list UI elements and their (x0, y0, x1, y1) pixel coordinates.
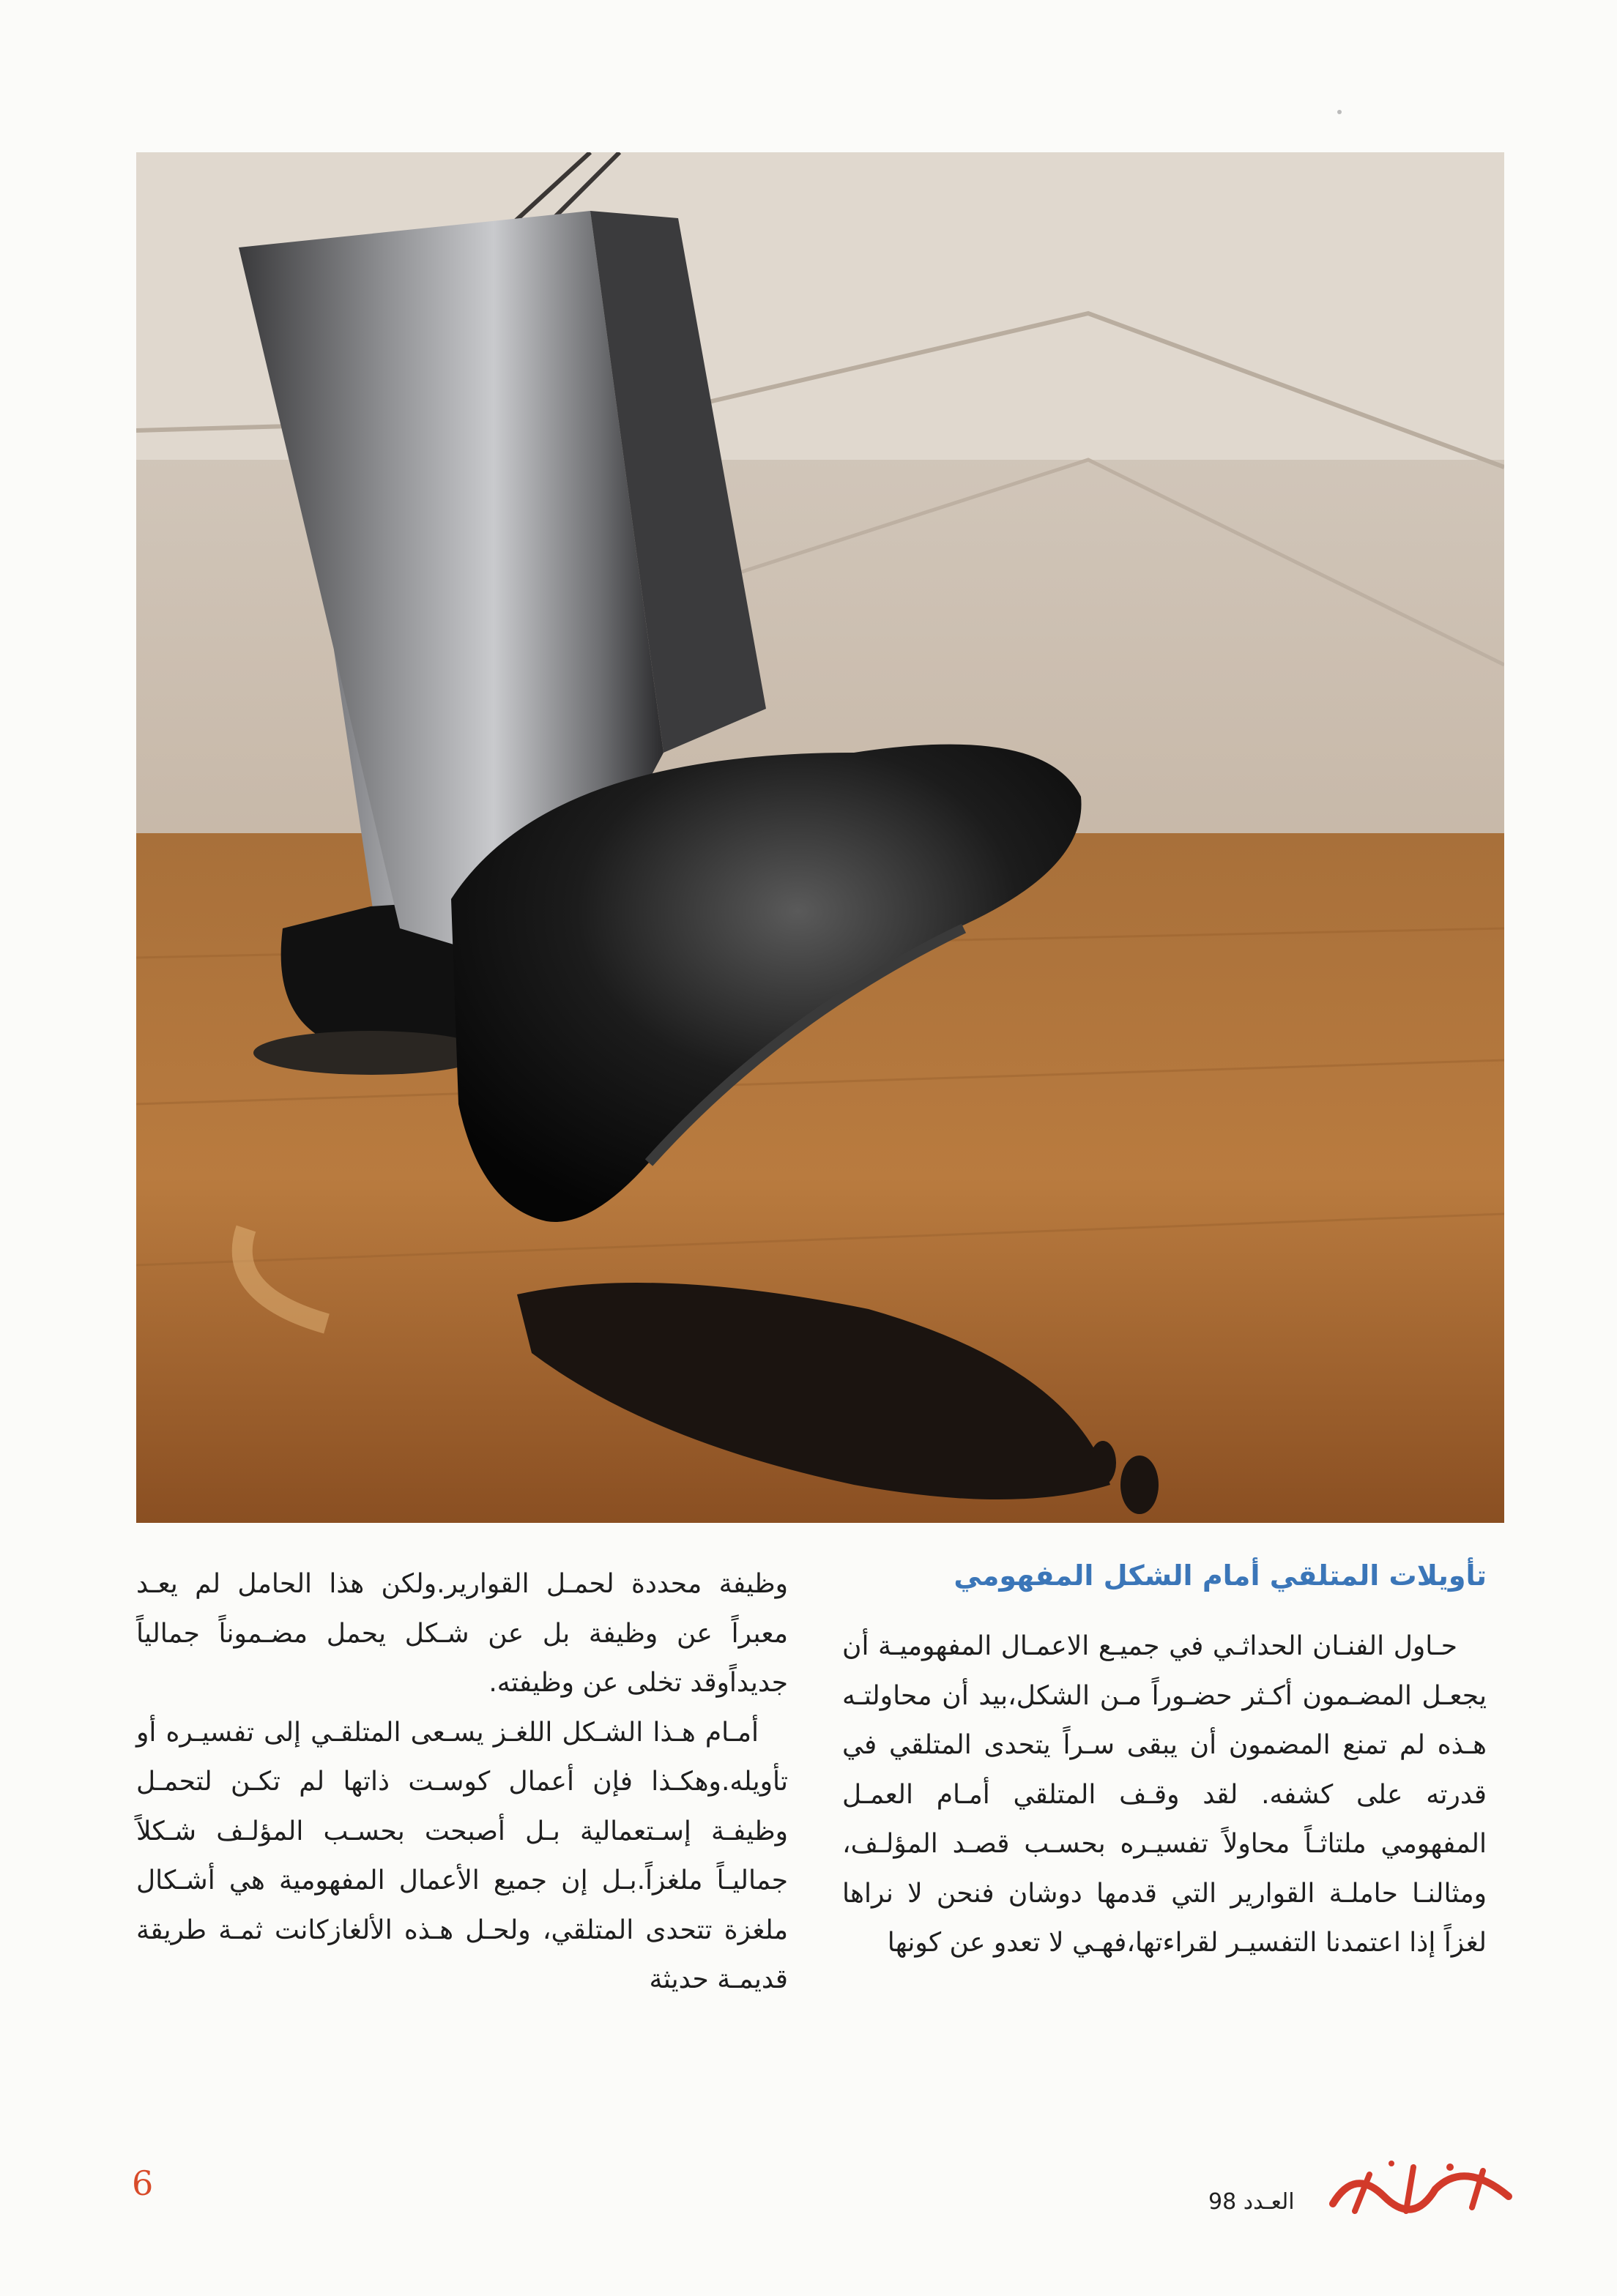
section-heading: تأويلات المتلقي أمام الشكل المفهومي (954, 1559, 1487, 1592)
issue-label: العـدد 98 (1208, 2189, 1295, 2215)
artwork-photo (136, 152, 1504, 1523)
speck (1337, 110, 1342, 114)
giant-foot-sculpture-illustration (136, 152, 1504, 1523)
paragraph: حـاول الفنـان الحداثـي في جميـع الاعمـال المفهوميـة أن يجعـل المضـمون أكـثر حضـوراً مـن الشكل،بيد أن محاولتـه هـذه لم تمنع المضمون أن يبقى سـراً يتحدى المتلقي في قدرته على كشفه. لقد وقـف المتلقي أمـام العمـل المفهومي ملتاثـاً محاولاً تفسيـره بحسـب قصـد المؤلـف، ومثالنـا حاملـة القوارير التي قدمها دوشان فنحن لا نراها لغزاً إذا اعتمدنا التفسيـر لقراءتها،فهـي لا تعدو عن كونها (842, 1631, 1487, 1958)
page-number: 6 (132, 2163, 154, 2203)
logo-calligraphy-icon (1326, 2152, 1516, 2218)
paragraph: أمـام هـذا الشـكل اللغـز يسـعى المتلقـي إلى تفسيـره أو تأويله.وهكـذا فإن أعمال كوسـت ذاتها لم تكـن لتحمـل وظيفـة إسـتعمالية بـل أصبحت بحسـب المؤلـف شـكلاً جماليـاً ملغزاً.بـل إن جميع الأعمال المفهومية هي أشـكال ملغزة تتحدى المتلقي، ولحـل هـذه الألغازكانت ثمـة طريقة قديمـة حديثة (136, 1717, 788, 1994)
left-text-column (136, 1559, 788, 2005)
paragraph: وظيفة محددة لحمـل القوارير.ولكن هذا الحامل لم يعـد معبراً عن وظيفة بل عن شـكل يحمل مضـموناً جمالياً جديداًوقد تخلى عن وظيفته. (136, 1569, 788, 1698)
right-text-column (842, 1622, 1487, 1968)
magazine-logo (1326, 2152, 1516, 2218)
